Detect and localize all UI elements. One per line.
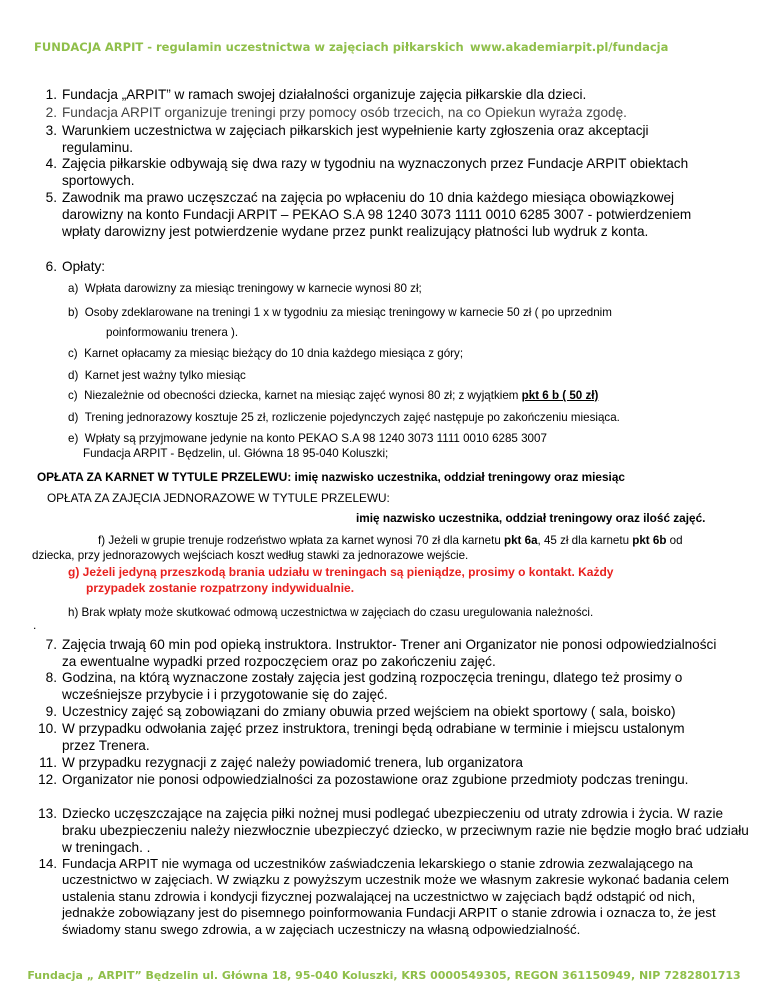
header-website: www.akademiarpit.pl/fundacja: [470, 40, 669, 54]
single-transfer-rest: imię nazwisko uczestnika, oddział treningowy oraz ilość zajęć.: [356, 511, 706, 525]
document-page: FUNDACJA ARPIT - regulamin uczestnictwa w zajęciach piłkarskich www.akademiarpit.pl/fundacja 1. Fundacja „ARPIT” w ramach swojej działalności organizuje zajęcia piłkarskie dla dzieci. 2. Fundacja ARPIT organizuje treningi przy pomocy osób trzecich, na co Opiekun wyraża zgodę. 3. Warunkiem uczestnictwa w zajęciach piłkarskich jest wypełnienie karty zgłoszenia oraz akceptacji regulaminu. 4. Zajęcia piłkarskie odbywają się dwa razy w tygodniu na wyznaczonych przez Fundacje ARPIT obiektach sportowych. 5. Zawodnik ma prawo uczęszczać na zajęcia po wpłaceniu do 10 dnia każdego miesiąca obowiązkowej darowizny na konto Fundacji ARPIT – PEKAO S.A 98 1240 3073 1111 0010 6285 3007 - potwierdzeniem wpłaty darowizny jest potwierdzenie wydane przez punkt realizujący płatności lub wydruk z konta. 6. Opłaty: a) Wpłata darowizny za miesiąc treningowy w karnecie wynosi 80 zł; b) Osoby zdeklarowane na treningi 1 x w tygodniu za miesiąc treningowy w karnecie 50 zł ( po uprzednim poinformowaniu trenera ). c) Karnet opłacamy za miesiąc bieżący do 10 dnia każdego miesiąca z góry; d) Karnet jest ważny tylko miesiąc c) Niezależnie od obecności dziecka, karnet na miesiąc zajęć wynosi 80 zł; z wyjątkiem pkt 6 b ( 50 zł) d) Trening jednorazowy kosztuje 25 zł, rozliczenie pojedynczych zajęć następuje po zakończeniu miesiąca. e) Wpłaty są przyjmowane jedynie na konto PEKAO S.A 98 1240 3073 1111 0010 6285 3007 Fundacja ARPIT - Będzelin, ul. Główna 18 95-040 Koluszki; OPŁATA ZA KARNET W TYTULE PRZELEWU: imię nazwisko uczestnika, oddział treningowy oraz miesiąc OPŁATA ZA ZAJĘCIA JEDNORAZOWE W TYTULE PRZELEWU: imię nazwisko uczestnika, oddział treningowy oraz ilość zajęć. f) Jeżeli w grupie trenuje rodzeństwo wpłata za karnet wynosi 70 zł dla karnetu pkt 6a, 45 zł dla karnetu pkt 6b od dziecka, przy jednorazowych wejściach koszt według stawki za jednorazowe wejście. g) Jeżeli jedyną przeszkodą brania udziału w treningach są pieniądze, prosimy o kontakt. Każdy przypadek zostanie rozpatrzony indywidualnie. h) Brak wpłaty może skutkować odmową uczestnictwa w zajęciach do czasu uregulowania należności. . 7. Zajęcia trwają 60 min pod opieką instruktora. Instruktor- Trener ani Organizator nie ponosi odpowiedzialności za ewentualne wypadki przed rozpoczęciem oraz po zakończeniu zajęć. 8. Godzina, na którą wyznaczone zostały zajęcia jest godziną rozpoczęcia treningu, dlatego też prosimy o wcześniejsze przybycie i i przygotowanie się do zajęć. 9. Uczestnicy zajęć są zobowiązani do zmiany obuwia przed wejściem na obiekt sportowy ( sala, boisko) 10. W przypadku odwołania zajęć przez instruktora, treningi będą odrabiane w terminie i miejscu ustalonym przez Trenera. 11. W przypadku rezygnacji z zajęć należy powiadomić trenera, lub organizatora 12. Organizator nie ponosi odpowiedzialności za pozostawione oraz zgubione przedmioty podczas treningu. 13. Dziecko uczęszczające na zajęcia piłki nożnej musi podlegać ubezpieczeniu od utraty zdrowia i życia. W razie braku ubezpieczeniu należy niezwłocznie ubezpieczyć dziecko, w przeciwnym razie nie będzie mogło brać udziału w treningach. . 14. Fundacja ARPIT nie wymaga od uczestników zaświadczenia lekarskiego o stanie zdrowia zezwalającego na uczestnictwo w zajęciach. W związku z powyższym uczestnik może we własnym zakresie wykonać badania celem ustalenia stanu zdrowia i kondycji fizycznej pozwalającej na uczestnictwo w zajęciach bądź odstąpić od nich, jednakże zobowiązany jest do pisemnego poinformowania Fundacji ARPIT o stanie zdrowia i oznacza to, że jest świadomy stanu swego zdrowia, a w zajęciach uczestniczy na własną odpowiedzialność. Fundacja „ ARPIT” Będzelin ul. Główna 18, 95-040 Koluszki, KRS 0000549305, REGON 361150949, NIP 7282801713: [0, 0, 768, 994]
karnet-transfer-title: OPŁATA ZA KARNET W TYTULE PRZELEWU: imię nazwisko uczestnika, oddział treningowy oraz miesiąc: [37, 470, 625, 484]
sub-item-a: a) Wpłata darowizny za miesiąc treningowy w karnecie wynosi 80 zł;: [68, 282, 422, 295]
sub-item-b-cont: poinformowaniu trenera ).: [106, 326, 239, 339]
sub-item-f: f) Jeżeli w grupie trenuje rodzeństwo wpłata za karnet wynosi 70 zł dla karnetu pkt 6a, 45 zł dla karnetu pkt 6b od: [98, 534, 683, 547]
stray-dot: .: [33, 618, 37, 632]
reference-link: pkt 6 b ( 50 zł): [521, 389, 599, 402]
sub-item-b: b) Osoby zdeklarowane na treningi 1 x w tygodniu za miesiąc treningowy w karnecie 50 zł ( po uprzednim: [68, 306, 612, 319]
sub-item-e-cont: Fundacja ARPIT - Będzelin, ul. Główna 18 95-040 Koluszki;: [83, 447, 389, 460]
sub-item-g-cont: przypadek zostanie rozpatrzony indywidualnie.: [86, 581, 355, 595]
sub-item-d2: d) Trening jednorazowy kosztuje 25 zł, rozliczenie pojedynczych zajęć następuje po zakończeniu miesiąca.: [68, 411, 620, 424]
header-title: FUNDACJA ARPIT - regulamin uczestnictwa w zajęciach piłkarskich: [34, 40, 464, 54]
sub-item-f-cont: dziecka, przy jednorazowych wejściach koszt według stawki za jednorazowe wejście.: [32, 549, 469, 562]
sub-item-d: d) Karnet jest ważny tylko miesiąc: [68, 369, 246, 382]
sub-item-c2: c) Niezależnie od obecności dziecka, karnet na miesiąc zajęć wynosi 80 zł; z wyjątkiem pkt 6 b ( 50 zł): [68, 389, 599, 402]
sub-item-c: c) Karnet opłacamy za miesiąc bieżący do 10 dnia każdego miesiąca z góry;: [68, 347, 464, 360]
sub-item-e: e) Wpłaty są przyjmowane jedynie na konto PEKAO S.A 98 1240 3073 1111 0010 6285 3007: [68, 432, 547, 445]
sub-item-g: g) Jeżeli jedyną przeszkodą brania udziału w treningach są pieniądze, prosimy o kontakt. Każdy: [68, 565, 614, 579]
single-transfer-title: OPŁATA ZA ZAJĘCIA JEDNORAZOWE W TYTULE PRZELEWU:: [47, 491, 390, 505]
sub-item-h: h) Brak wpłaty może skutkować odmową uczestnictwa w zajęciach do czasu uregulowania należności.: [68, 606, 594, 619]
page-footer: Fundacja „ ARPIT” Będzelin ul. Główna 18, 95-040 Koluszki, KRS 0000549305, REGON 361150949, NIP 7282801713: [27, 969, 741, 982]
